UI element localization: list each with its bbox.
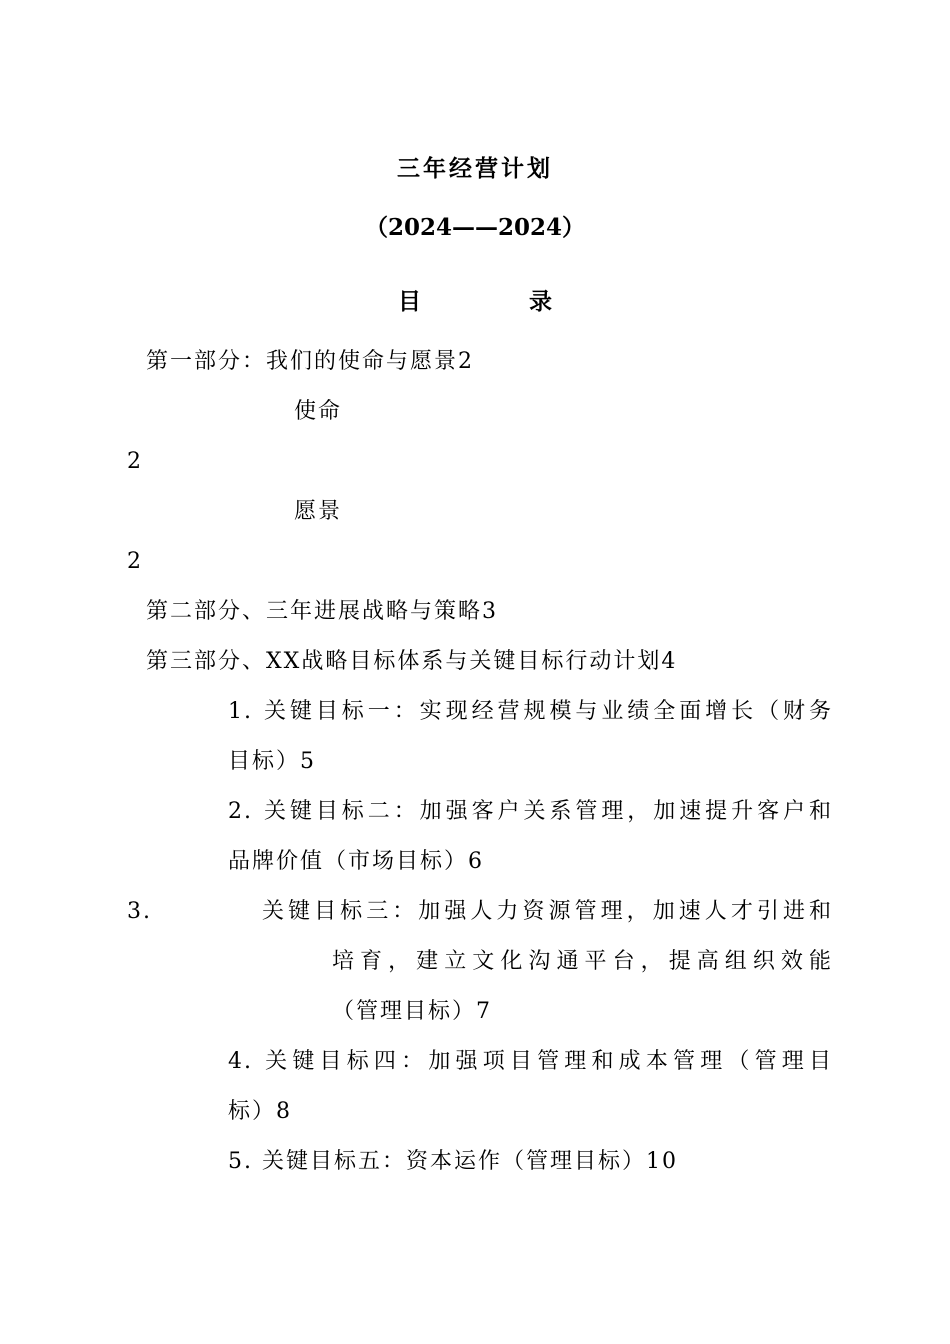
toc-goal3-number: 3. (127, 899, 152, 924)
toc-entry-goal1-cont[interactable]: 目标）5 (228, 749, 316, 774)
toc-entry-goal5[interactable]: 5. 关键目标五：资本运作（管理目标）10 (228, 1149, 678, 1174)
document-title: 三年经营计划 (397, 155, 553, 182)
toc-entry-goal3-cont2[interactable]: （管理目标）7 (332, 999, 492, 1024)
toc-page-mission: 2 (127, 449, 143, 474)
document-period: （2024——2024） (364, 214, 586, 241)
toc-entry-goal1[interactable]: 1. 关键目标一：实现经营规模与业绩全面增长（财务 (228, 699, 833, 724)
toc-entry-goal4-cont[interactable]: 标）8 (228, 1099, 292, 1124)
toc-entry-goal3[interactable]: 关键目标三：加强人力资源管理，加速人才引进和 (262, 899, 833, 924)
toc-entry-goal4[interactable]: 4. 关键目标四：加强项目管理和成本管理（管理目 (228, 1049, 833, 1074)
toc-entry-mission[interactable]: 使命 (294, 399, 343, 424)
toc-entry-part1[interactable]: 第一部分：我们的使命与愿景2 (146, 349, 474, 374)
toc-entry-goal2[interactable]: 2. 关键目标二：加强客户关系管理，加速提升客户和 (228, 799, 833, 824)
toc-entry-goal2-cont[interactable]: 品牌价值（市场目标）6 (228, 849, 484, 874)
toc-entry-vision[interactable]: 愿景 (294, 499, 343, 524)
toc-entry-goal3-cont[interactable]: 培育，建立文化沟通平台，提高组织效能 (332, 949, 833, 974)
toc-page-vision: 2 (127, 549, 143, 574)
toc-entry-part3[interactable]: 第三部分、XX战略目标体系与关键目标行动计划4 (146, 649, 678, 674)
toc-heading: 目 录 (397, 288, 602, 315)
toc-entry-part2[interactable]: 第二部分、三年进展战略与策略3 (146, 599, 498, 624)
